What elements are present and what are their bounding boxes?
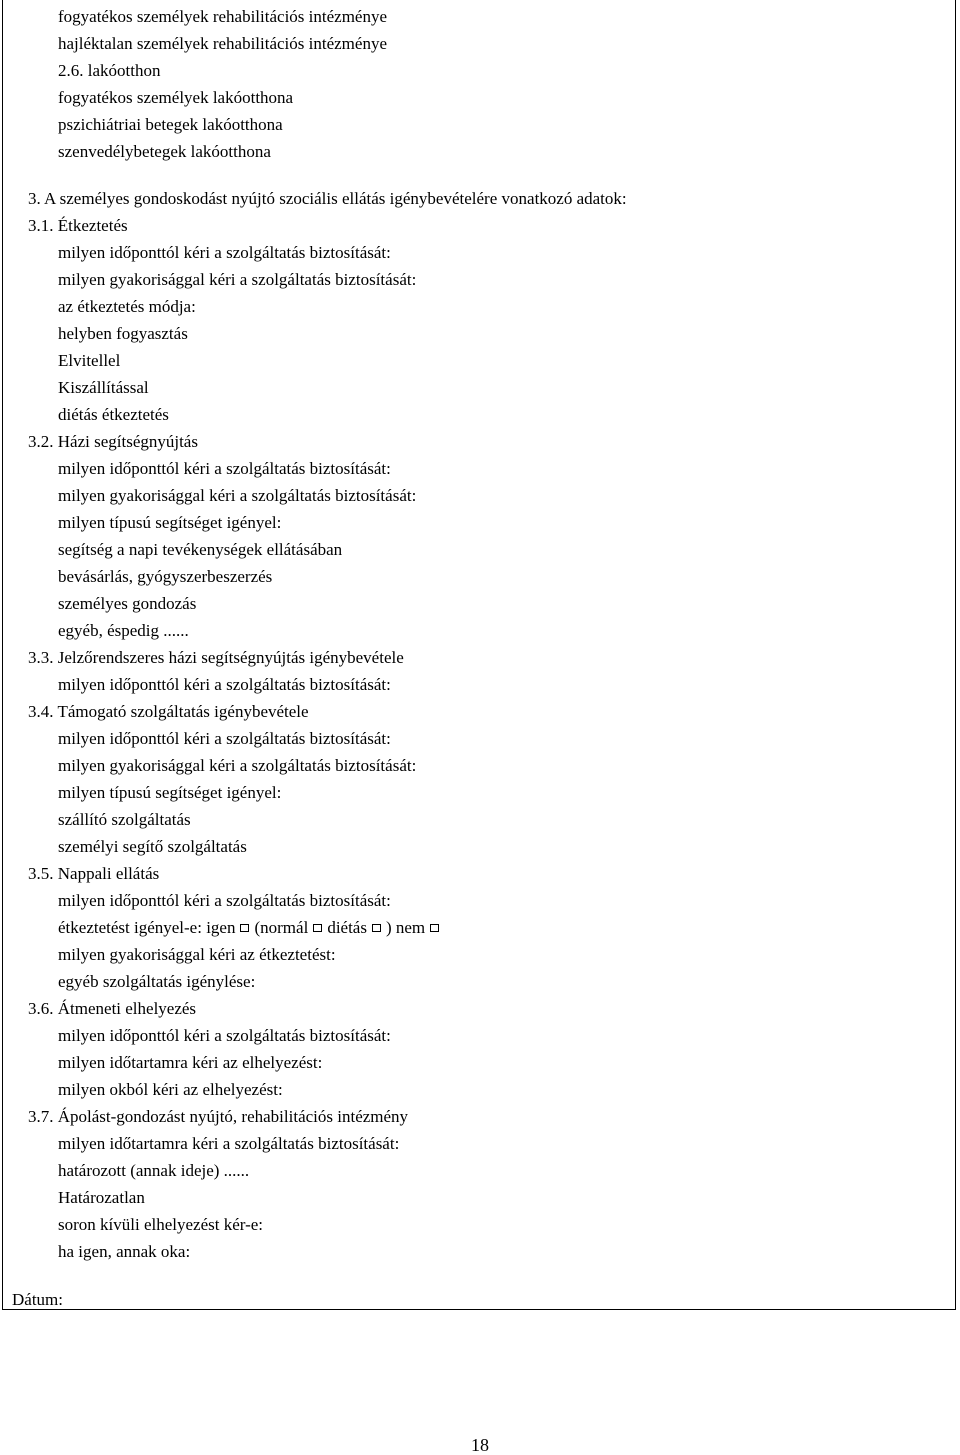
meal-normal-label: (normál	[254, 918, 309, 937]
form-question: milyen időponttól kéri a szolgáltatás biztosítását:	[58, 891, 391, 910]
form-question: milyen típusú segítséget igényel:	[58, 783, 282, 802]
section-heading: 3. A személyes gondoskodást nyújtó szociális ellátás igénybevételére vonatkozó adatok:	[28, 189, 627, 208]
form-question: milyen időponttól kéri a szolgáltatás biztosítását:	[58, 243, 391, 262]
checkbox-normal[interactable]	[313, 924, 322, 932]
meal-no-label: ) nem	[385, 918, 426, 937]
subsection-heading: 3.6. Átmeneti elhelyezés	[28, 999, 197, 1018]
checkbox-yes[interactable]	[240, 924, 249, 932]
list-item: hajléktalan személyek rehabilitációs intézménye	[58, 34, 387, 53]
form-question: milyen időponttól kéri a szolgáltatás biztosítását:	[58, 675, 391, 694]
form-question: milyen típusú segítséget igényel:	[58, 513, 282, 532]
option-item: helyben fogyasztás	[58, 324, 188, 343]
form-question: milyen okból kéri az elhelyezést:	[58, 1080, 283, 1099]
option-item: diétás étkeztetés	[58, 405, 169, 424]
date-label: Dátum:	[12, 1290, 63, 1309]
subsection-heading: 3.3. Jelzőrendszeres házi segítségnyújtás igénybevétele	[28, 648, 404, 667]
form-question: ha igen, annak oka:	[58, 1242, 191, 1261]
form-question: milyen időponttól kéri a szolgáltatás biztosítását:	[58, 729, 391, 748]
form-question: egyéb szolgáltatás igénylése:	[58, 972, 256, 991]
option-item: határozott (annak ideje) ......	[58, 1161, 250, 1180]
option-item: Elvitellel	[58, 351, 121, 370]
option-item: személyi segítő szolgáltatás	[58, 837, 247, 856]
subsection-heading: 3.1. Étkeztetés	[28, 216, 128, 235]
meal-request-label: étkeztetést igényel-e: igen	[58, 918, 236, 937]
form-question: milyen időponttól kéri a szolgáltatás biztosítását:	[58, 459, 391, 478]
form-question: milyen gyakorisággal kéri az étkeztetést:	[58, 945, 336, 964]
form-question: milyen gyakorisággal kéri a szolgáltatás biztosítását:	[58, 486, 417, 505]
checkbox-no[interactable]	[430, 924, 439, 932]
checkbox-diet[interactable]	[372, 924, 381, 932]
option-item: egyéb, éspedig ......	[58, 621, 189, 640]
list-item: fogyatékos személyek rehabilitációs intézménye	[58, 7, 388, 26]
form-question: az étkeztetés módja:	[58, 297, 196, 316]
subsection-heading: 3.2. Házi segítségnyújtás	[28, 432, 198, 451]
page-number: 18	[471, 1435, 489, 1455]
meal-request-row	[58, 918, 444, 938]
subsection-heading: 2.6. lakóotthon	[58, 61, 161, 80]
form-question: milyen időtartamra kéri az elhelyezést:	[58, 1053, 323, 1072]
option-item: szállító szolgáltatás	[58, 810, 191, 829]
list-item: pszichiátriai betegek lakóotthona	[58, 115, 283, 134]
option-item: személyes gondozás	[58, 594, 197, 613]
option-item: Határozatlan	[58, 1188, 145, 1207]
meal-diet-label: diétás	[327, 918, 367, 937]
subsection-heading: 3.7. Ápolást-gondozást nyújtó, rehabilitációs intézmény	[28, 1107, 409, 1126]
option-item: segítség a napi tevékenységek ellátásában	[58, 540, 343, 559]
subsection-heading: 3.5. Nappali ellátás	[28, 864, 160, 883]
form-question: milyen gyakorisággal kéri a szolgáltatás biztosítását:	[58, 756, 417, 775]
form-question: soron kívüli elhelyezést kér-e:	[58, 1215, 264, 1234]
option-item: Kiszállítással	[58, 378, 149, 397]
subsection-heading: 3.4. Támogató szolgáltatás igénybevétele	[28, 702, 309, 721]
form-question: milyen gyakorisággal kéri a szolgáltatás biztosítását:	[58, 270, 417, 289]
list-item: szenvedélybetegek lakóotthona	[58, 142, 271, 161]
form-question: milyen időponttól kéri a szolgáltatás biztosítását:	[58, 1026, 391, 1045]
list-item: fogyatékos személyek lakóotthona	[58, 88, 294, 107]
form-question: milyen időtartamra kéri a szolgáltatás biztosítását:	[58, 1134, 400, 1153]
option-item: bevásárlás, gyógyszerbeszerzés	[58, 567, 273, 586]
